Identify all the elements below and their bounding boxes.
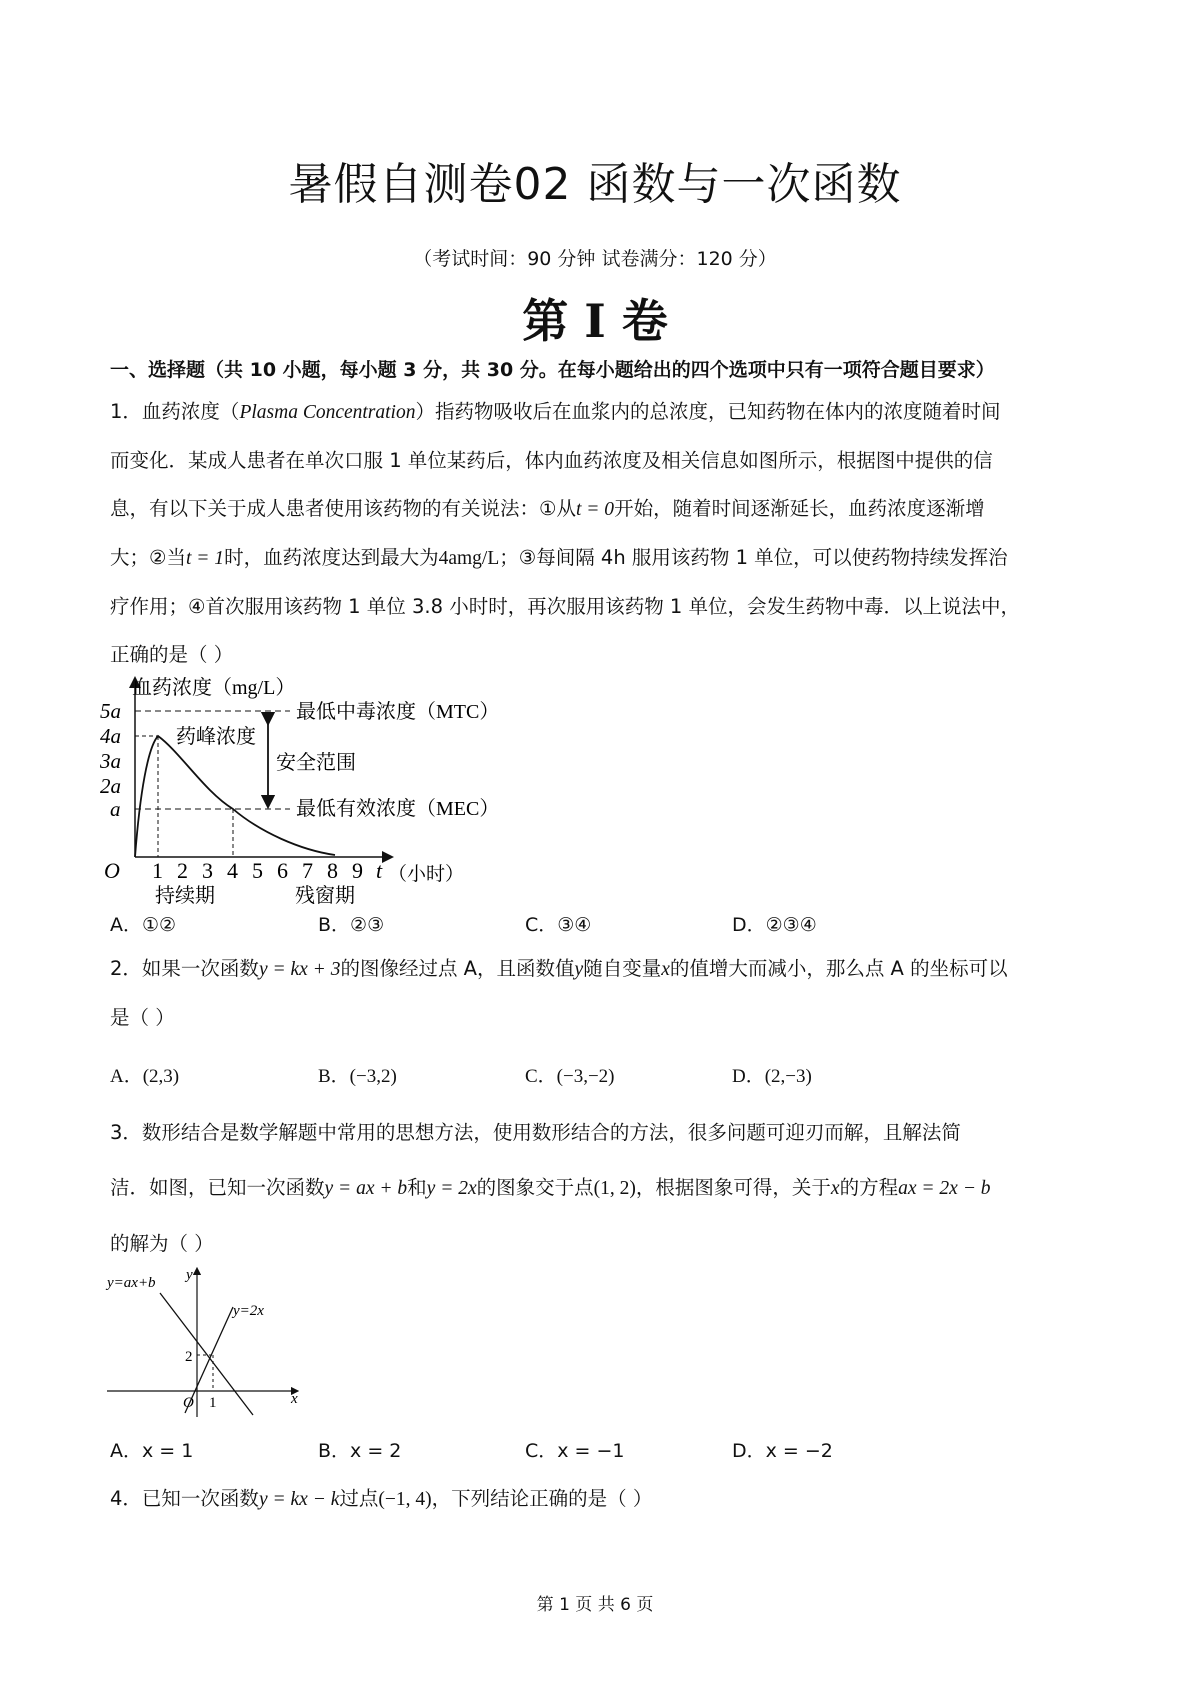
x-axis-unit: （小时） <box>388 864 465 885</box>
x-tick-3: 3 <box>202 858 213 883</box>
x-tick-2: 2 <box>177 858 188 883</box>
q3-line-1: 3．数形结合是数学解题中常用的思想方法，使用数形结合的方法，很多问题可迎刃而解，且解法简 <box>110 1121 961 1144</box>
page-footer: 第 1 页 共 6 页 <box>536 1595 654 1615</box>
q2-line-1: 2．如果一次函数y = kx + 3的图像经过点 A，且函数值y随自变量x的值增大而减小，那么点 A 的坐标可以 <box>110 957 1008 980</box>
q1-option-b[interactable]: B．②③ <box>318 914 385 936</box>
y-axis-label: 血药浓度（mg/L） <box>132 677 296 699</box>
y-tick-a: a <box>110 797 121 821</box>
exam-info: （考试时间：90 分钟 试卷满分：120 分） <box>413 248 777 270</box>
label-ax-plus-b: y=ax+b <box>107 1275 156 1291</box>
q1-option-a[interactable]: A．①② <box>110 914 177 936</box>
question-2 <box>110 945 1090 1042</box>
q1-line-2: 而变化．某成人患者在单次口服 1 单位某药后，体内血药浓度及相关信息如图所示，根据图中提供的信 <box>110 449 993 472</box>
question-1 <box>110 388 1090 679</box>
q3-option-b[interactable]: B．x = 2 <box>318 1440 402 1462</box>
g3-y-label: y <box>186 1267 193 1283</box>
page-title: 暑假自测卷02 函数与一次函数 <box>288 159 902 210</box>
mtc-label: 最低中毒浓度（MTC） <box>296 701 500 723</box>
q2-option-b[interactable]: B．(−3,2) <box>318 1066 397 1087</box>
q1-line-3: 息，有以下关于成人患者使用该药物的有关说法：①从t = 0开始，随着时间逐渐延长，血药浓度逐渐增 <box>110 497 985 520</box>
mec-label: 最低有效浓度（MEC） <box>296 798 500 820</box>
y-tick-2a: 2a <box>100 774 121 798</box>
q1-option-c[interactable]: C．③④ <box>525 914 592 936</box>
origin-label: O <box>104 858 120 883</box>
x-axis-label: t <box>376 858 383 883</box>
concentration-graph <box>100 672 550 907</box>
y-tick-3a: 3a <box>100 749 121 773</box>
q3-line-2: 洁．如图，已知一次函数y = ax + b和y = 2x的图象交于点(1, 2)，根据图象可得，关于x的方程ax = 2x − b <box>110 1176 991 1199</box>
q3-line-3: 的解为（ ） <box>110 1232 214 1255</box>
x-tick-8: 8 <box>327 858 338 883</box>
q4-line-1: 4．已知一次函数y = kx − k过点(−1, 4)，下列结论正确的是（ ） <box>110 1487 653 1510</box>
x-tick-6: 6 <box>277 858 288 883</box>
residual-label: 残窗期 <box>295 885 355 907</box>
x-tick-labels <box>152 858 363 883</box>
peak-label: 药峰浓度 <box>176 726 256 748</box>
y-tick-5a: 5a <box>100 699 121 723</box>
g3-origin: O <box>183 1395 194 1411</box>
label-2x: y=2x <box>233 1303 264 1319</box>
duration-label: 持续期 <box>155 885 215 907</box>
q2-line-2: 是（ ） <box>110 1006 175 1029</box>
q1-option-d[interactable]: D．②③④ <box>732 914 817 936</box>
g3-x-label: x <box>291 1391 298 1407</box>
x-tick-5: 5 <box>252 858 263 883</box>
linear-functions-graph <box>105 1265 305 1420</box>
q3-option-a[interactable]: A．x = 1 <box>110 1440 194 1462</box>
section-heading: 一、选择题（共 10 小题，每小题 3 分，共 30 分。在每小题给出的四个选项中只有一项符合题目要求） <box>110 359 995 381</box>
q1-line-5: 疗作用；④首次服用该药物 1 单位 3.8 小时时，再次服用该药物 1 单位，会发生药物中毒．以上说法中， <box>110 595 1020 618</box>
q1-line-4: 大；②当t = 1时，血药浓度达到最大为4amg/L；③每间隔 4h 服用该药物 1 单位，可以使药物持续发挥治 <box>110 546 1008 569</box>
g3-tick-1: 1 <box>209 1395 217 1411</box>
q3-option-c[interactable]: C．x = −1 <box>525 1440 625 1462</box>
q1-line-1: 1．血药浓度（Plasma Concentration）指药物吸收后在血浆内的总浓度，已知药物在体内的浓度随着时间 <box>110 400 1001 423</box>
x-tick-7: 7 <box>302 858 313 883</box>
g3-tick-2: 2 <box>185 1349 193 1365</box>
q1-line-6: 正确的是（ ） <box>110 643 234 666</box>
q2-option-c[interactable]: C．(−3,−2) <box>525 1066 615 1087</box>
y-tick-4a: 4a <box>100 724 121 748</box>
section-title: 第 I 卷 <box>522 294 668 348</box>
x-tick-9: 9 <box>352 858 363 883</box>
q2-option-d[interactable]: D．(2,−3) <box>732 1066 812 1087</box>
q3-option-d[interactable]: D．x = −2 <box>732 1440 833 1462</box>
x-tick-4: 4 <box>227 858 238 883</box>
question-3 <box>110 1105 1090 1271</box>
x-tick-1: 1 <box>152 858 163 883</box>
safe-range-label: 安全范围 <box>276 752 356 774</box>
question-4 <box>110 1475 1090 1524</box>
q2-option-a[interactable]: A．(2,3) <box>110 1066 180 1087</box>
